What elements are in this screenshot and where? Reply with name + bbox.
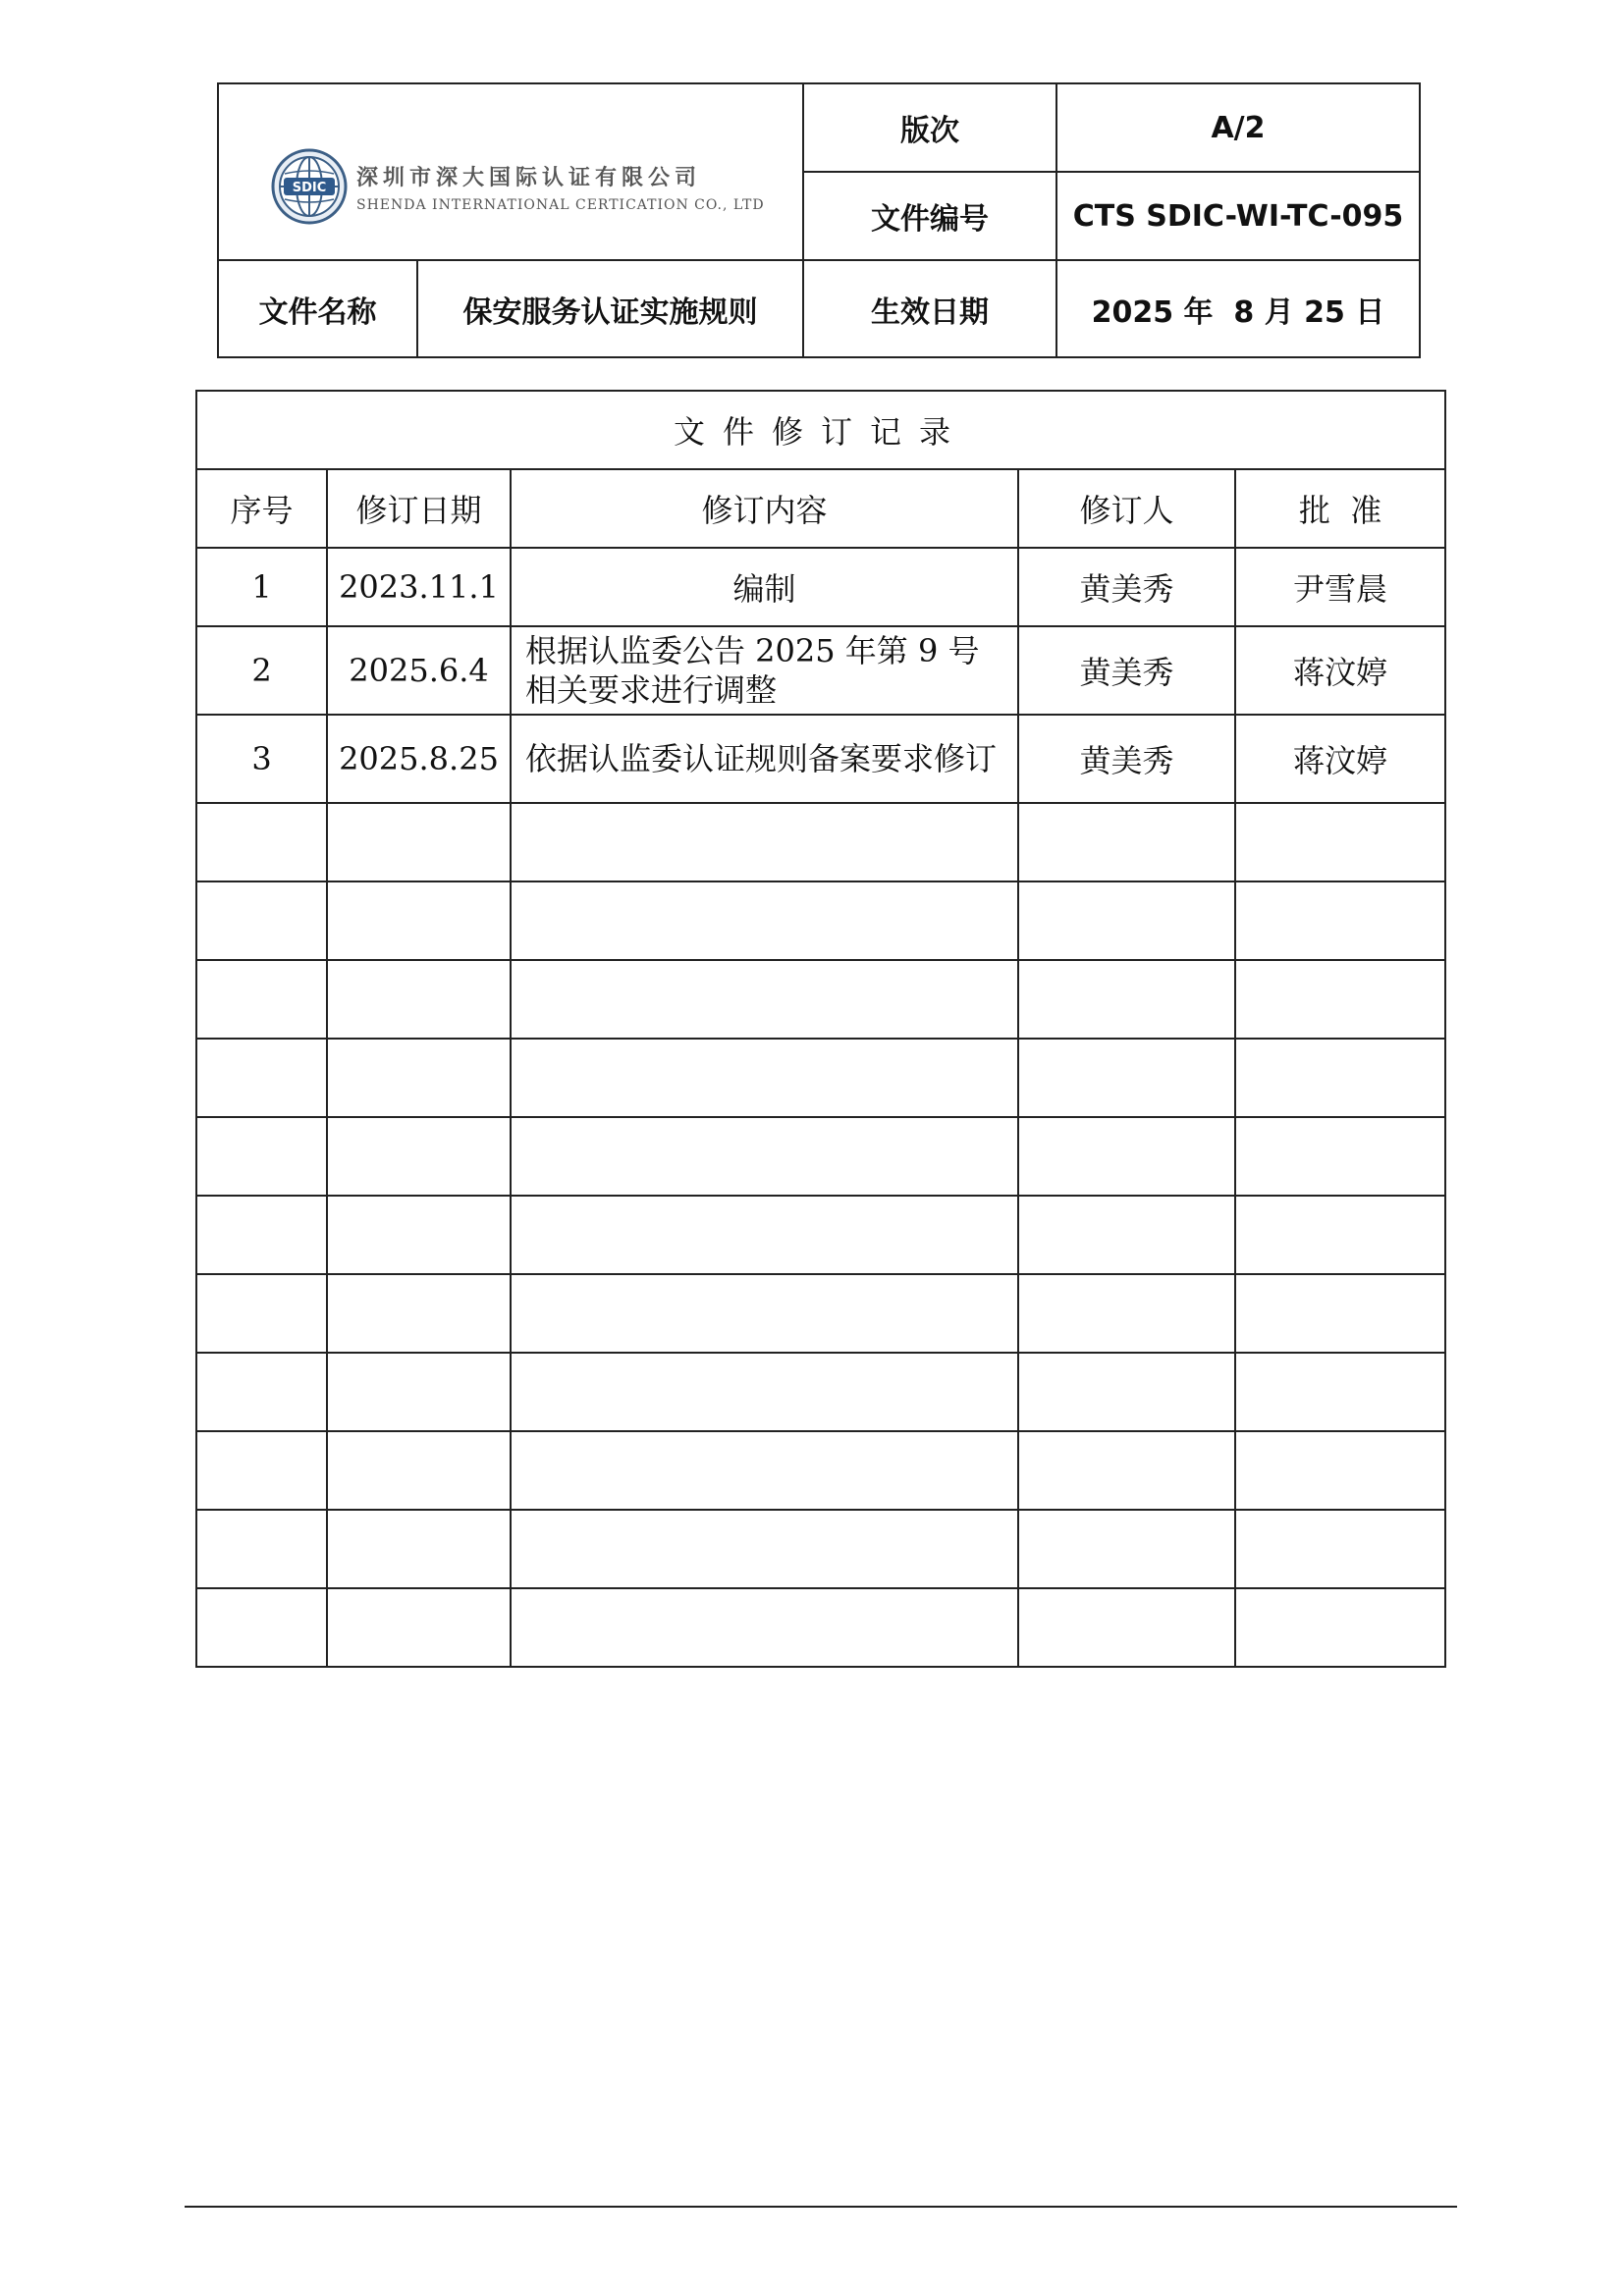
footer-divider: [185, 2206, 1457, 2208]
globe-logo-icon: [270, 147, 349, 226]
row-reviser: 黄美秀: [1018, 548, 1235, 626]
revision-table-title: 文件修订记录: [196, 391, 1445, 469]
row-approver: 蒋汶婷: [1235, 715, 1445, 803]
version-value: A/2: [1056, 83, 1420, 172]
row-approver: 尹雪晨: [1235, 548, 1445, 626]
empty-row: [196, 881, 1445, 960]
effective-date-label: 生效日期: [803, 260, 1056, 357]
empty-row: [196, 1117, 1445, 1196]
column-header: 批 准: [1235, 469, 1445, 548]
empty-row: [196, 1039, 1445, 1117]
doc-name-value: 保安服务认证实施规则: [417, 260, 803, 357]
row-content: 根据认监委公告 2025 年第 9 号相关要求进行调整: [511, 626, 1018, 715]
doc-no-label: 文件编号: [803, 172, 1056, 260]
table-row: [196, 626, 1445, 715]
empty-row: [196, 803, 1445, 881]
empty-row: [196, 1588, 1445, 1667]
row-reviser: 黄美秀: [1018, 626, 1235, 715]
company-logo: [270, 147, 765, 226]
row-date: 2025.8.25: [327, 715, 511, 803]
empty-row: [196, 1196, 1445, 1274]
row-date: 2023.11.1: [327, 548, 511, 626]
row-no: 1: [196, 548, 327, 626]
row-no: 3: [196, 715, 327, 803]
empty-row: [196, 1274, 1445, 1353]
revision-record-table: [195, 390, 1446, 1668]
row-reviser: 黄美秀: [1018, 715, 1235, 803]
doc-name-label: 文件名称: [218, 260, 417, 357]
doc-no-value: CTS SDIC-WI-TC-095: [1056, 172, 1420, 260]
column-header: 修订人: [1018, 469, 1235, 548]
effective-date-value: 2025 年 8 月 25 日: [1056, 260, 1420, 357]
document-header-table: [217, 82, 1421, 358]
empty-row: [196, 960, 1445, 1039]
column-header: 序号: [196, 469, 327, 548]
empty-row: [196, 1431, 1445, 1510]
row-no: 2: [196, 626, 327, 715]
company-name-cn: 深圳市深大国际认证有限公司: [356, 165, 702, 190]
table-row: [196, 715, 1445, 803]
column-header: 修订日期: [327, 469, 511, 548]
empty-row: [196, 1510, 1445, 1588]
logo-abbr: SDIC: [292, 181, 327, 195]
empty-row: [196, 1353, 1445, 1431]
table-row: [196, 548, 1445, 626]
company-name-en: SHENDA INTERNATIONAL CERTICATION CO., LTD: [356, 196, 765, 213]
column-header: 修订内容: [511, 469, 1018, 548]
company-logo-cell: [218, 83, 803, 260]
row-date: 2025.6.4: [327, 626, 511, 715]
row-approver: 蒋汶婷: [1235, 626, 1445, 715]
version-label: 版次: [803, 83, 1056, 172]
row-content: 依据认监委认证规则备案要求修订: [511, 715, 1018, 803]
row-content: 编制: [511, 548, 1018, 626]
